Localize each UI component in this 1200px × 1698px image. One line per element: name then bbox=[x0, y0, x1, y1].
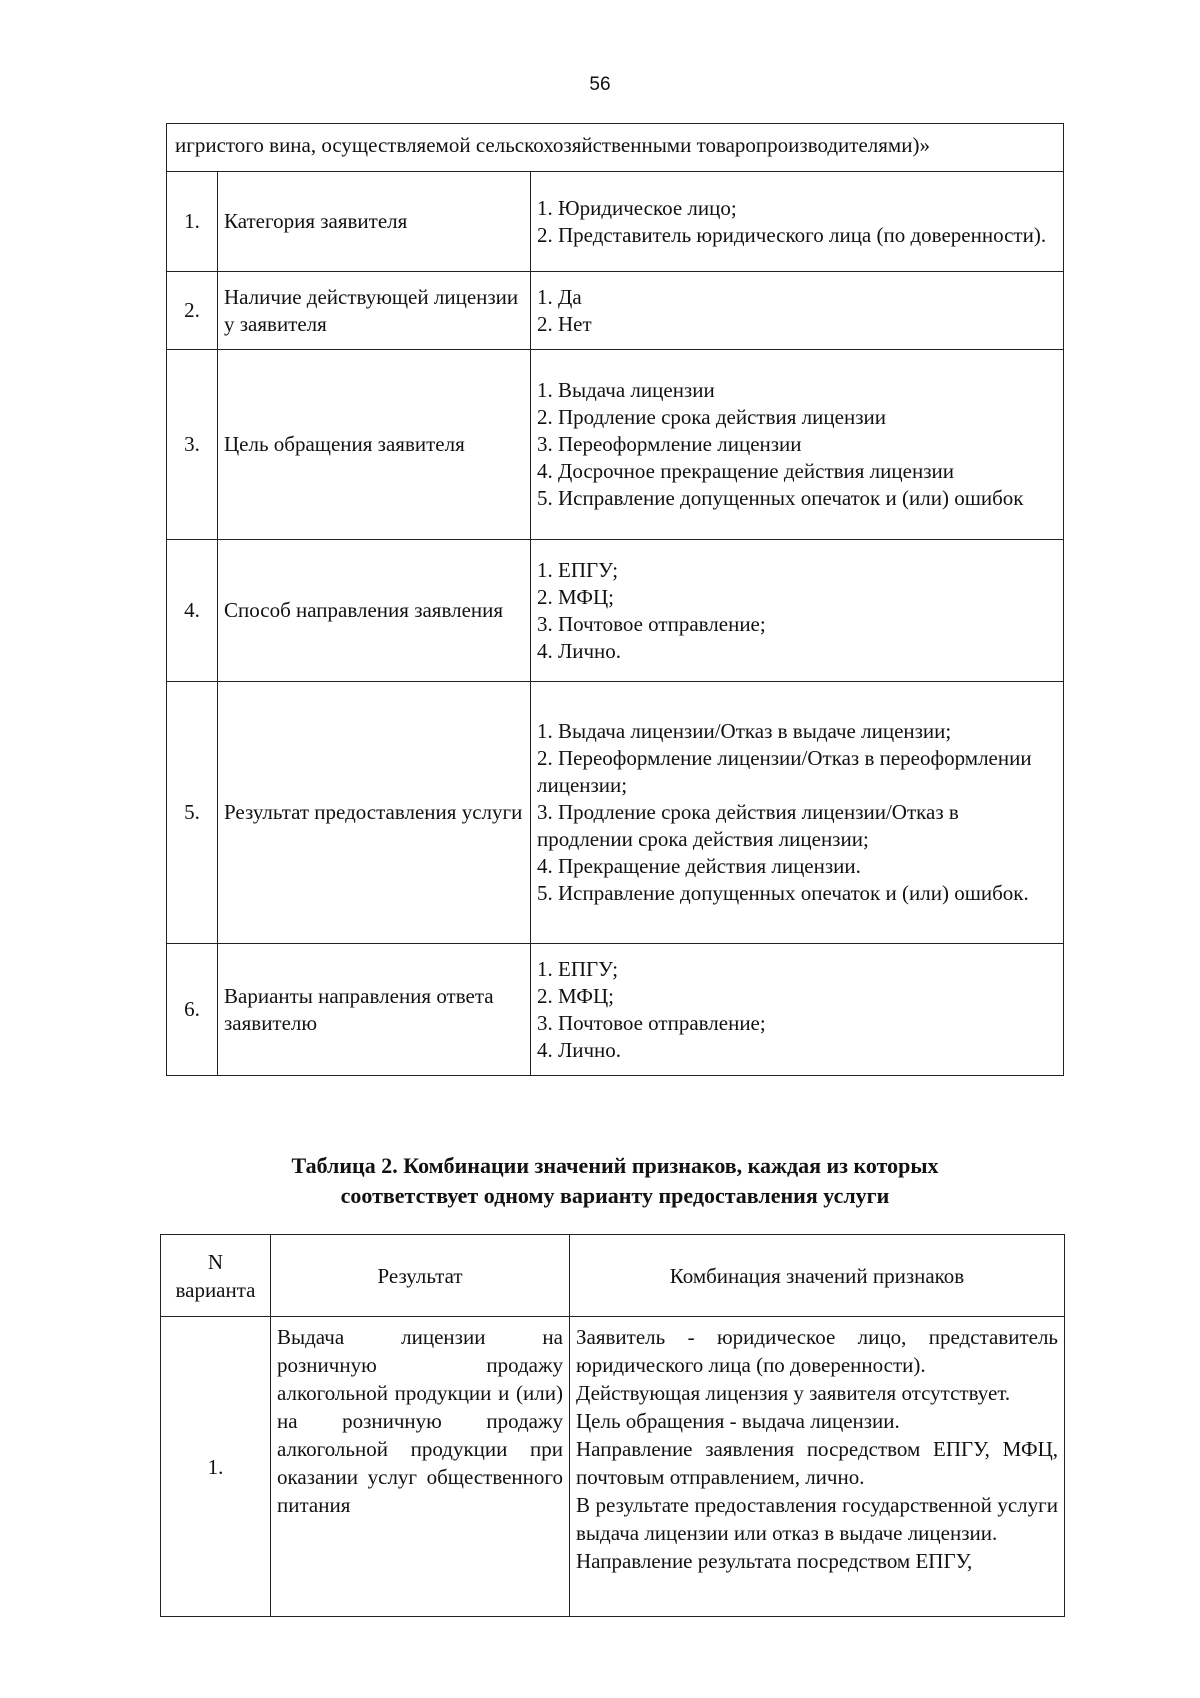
attribute-value: 1. ЕПГУ; bbox=[537, 557, 619, 582]
attribute-value: 4. Прекращение действия лицензии. bbox=[537, 854, 861, 878]
row-number: 5. bbox=[167, 682, 218, 944]
row-number: 1. bbox=[167, 172, 218, 272]
attribute-name: Варианты направления ответа заявителю bbox=[218, 944, 531, 1076]
attribute-value: 3. Почтовое отправление; bbox=[537, 611, 766, 636]
attribute-values bbox=[531, 682, 1064, 944]
table-2-title-line: соответствует одному варианту предоставления услуги bbox=[340, 1183, 890, 1208]
table-2-title bbox=[170, 1151, 1060, 1211]
attribute-value: 2. Переоформление лицензии/Отказ в переоформлении лицензии; bbox=[537, 746, 1032, 797]
table-row bbox=[161, 1317, 1065, 1617]
attribute-value: 2. Представитель юридического лица (по доверенности). bbox=[537, 222, 1047, 247]
attribute-value: 1. Выдача лицензии bbox=[537, 378, 715, 402]
attribute-value: 4. Лично. bbox=[537, 638, 622, 663]
row-number: 6. bbox=[167, 944, 218, 1076]
row-number: 3. bbox=[167, 350, 218, 540]
attribute-value: 5. Исправление допущенных опечаток и (или) ошибок bbox=[537, 486, 1024, 510]
attribute-name: Наличие действующей лицензии у заявителя bbox=[218, 272, 531, 350]
attribute-value: 4. Досрочное прекращение действия лицензии bbox=[537, 459, 954, 483]
attributes-table bbox=[166, 123, 1064, 1076]
attribute-value: 1. Юридическое лицо; bbox=[537, 195, 737, 220]
attribute-value: 1. Да bbox=[537, 284, 582, 309]
combination-line: Направление заявления посредством ЕПГУ, МФЦ, почтовым отправлением, лично. bbox=[576, 1437, 1058, 1489]
table-row bbox=[167, 350, 1064, 540]
attribute-value: 2. МФЦ; bbox=[537, 584, 614, 609]
attribute-value: 1. Выдача лицензии/Отказ в выдаче лицензии; bbox=[537, 719, 952, 743]
row-number: 4. bbox=[167, 540, 218, 682]
row-number: 2. bbox=[167, 272, 218, 350]
table-header-row bbox=[167, 124, 1064, 172]
table-row bbox=[167, 944, 1064, 1076]
attribute-value: 3. Почтовое отправление; bbox=[537, 1010, 766, 1035]
page-number: 56 bbox=[589, 74, 611, 95]
variant-combination bbox=[570, 1317, 1065, 1617]
attribute-name: Цель обращения заявителя bbox=[218, 350, 531, 540]
attribute-value: 3. Переоформление лицензии bbox=[537, 432, 802, 456]
table-continuation-header: игристого вина, осуществляемой сельскохозяйственными товаропроизводителями)» bbox=[167, 124, 1064, 172]
header-line: N bbox=[207, 1249, 224, 1274]
attribute-name: Категория заявителя bbox=[218, 172, 531, 272]
attribute-value: 3. Продление срока действия лицензии/Отказ в продлении срока действия лицензии; bbox=[537, 800, 959, 851]
table-row bbox=[167, 682, 1064, 944]
combination-line: Цель обращения - выдача лицензии. bbox=[576, 1409, 900, 1433]
column-header-combination: Комбинация значений признаков bbox=[570, 1235, 1065, 1317]
attribute-value: 2. МФЦ; bbox=[537, 983, 614, 1008]
attribute-name: Результат предоставления услуги bbox=[218, 682, 531, 944]
attribute-value: 1. ЕПГУ; bbox=[537, 956, 619, 981]
table-row bbox=[167, 272, 1064, 350]
attribute-values bbox=[531, 272, 1064, 350]
combination-line: Направление результата посредством ЕПГУ, bbox=[576, 1549, 973, 1573]
table-row bbox=[167, 172, 1064, 272]
combination-line: В результате предоставления государственной услуги выдача лицензии или отказ в выдаче лицензии. bbox=[576, 1493, 1058, 1545]
attribute-values bbox=[531, 944, 1064, 1076]
attribute-name: Способ направления заявления bbox=[218, 540, 531, 682]
variant-result: Выдача лицензии на розничную продажу алкогольной продукции и (или) на розничную продажу алкогольной продукции при оказании услуг общественного питания bbox=[271, 1317, 570, 1617]
attribute-value: 5. Исправление допущенных опечаток и (или) ошибок. bbox=[537, 881, 1029, 905]
column-header-variant-number bbox=[161, 1235, 271, 1317]
attribute-value: 2. Нет bbox=[537, 311, 592, 336]
combination-line: Действующая лицензия у заявителя отсутствует. bbox=[576, 1381, 1011, 1405]
attribute-value: 4. Лично. bbox=[537, 1037, 622, 1062]
combinations-table bbox=[160, 1234, 1065, 1617]
table-row bbox=[167, 540, 1064, 682]
table-header-row bbox=[161, 1235, 1065, 1317]
attribute-values bbox=[531, 540, 1064, 682]
header-line: варианта bbox=[175, 1277, 256, 1302]
attribute-value: 2. Продление срока действия лицензии bbox=[537, 405, 886, 429]
combination-line: Заявитель - юридическое лицо, представитель юридического лица (по доверенности). bbox=[576, 1325, 1058, 1377]
attribute-values bbox=[531, 172, 1064, 272]
variant-number: 1. bbox=[161, 1317, 271, 1617]
table-2-title-line: Таблица 2. Комбинации значений признаков, каждая из которых bbox=[291, 1153, 939, 1178]
column-header-result: Результат bbox=[271, 1235, 570, 1317]
attribute-values bbox=[531, 350, 1064, 540]
